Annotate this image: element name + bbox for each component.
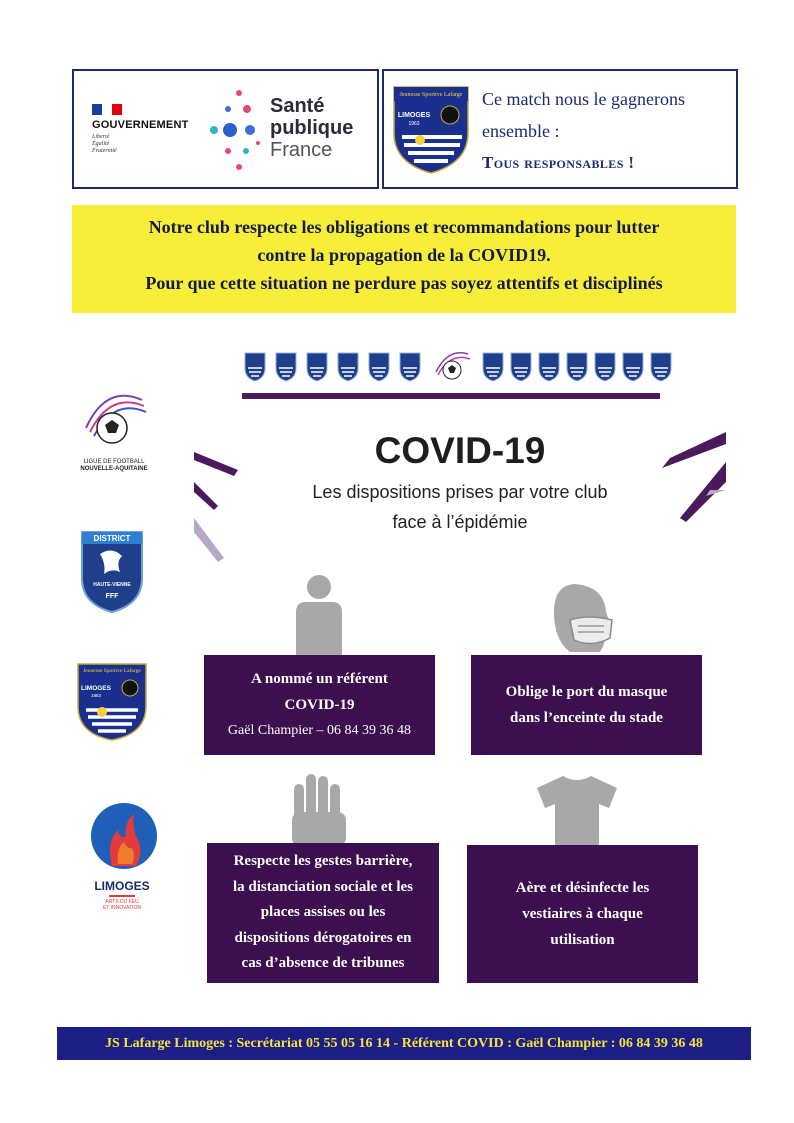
poster-club-badge (650, 352, 672, 382)
poster-club-badge (594, 352, 616, 382)
flame-icon (76, 800, 168, 872)
poster-club-badge (368, 352, 390, 382)
mask-icon (548, 582, 618, 654)
poster-club-badge (399, 352, 421, 382)
club-message-box (382, 69, 738, 189)
banner-line3: Pour que cette situation ne perdure pas soyez attentifs et disciplinés (145, 273, 663, 293)
contact-footer: JS Lafarge Limoges : Secrétariat 05 55 05 16 14 - Référent COVID : Gaël Champier : 06 84 39 36 48 (57, 1027, 751, 1060)
person-icon (292, 574, 346, 658)
covid-subtitle-line2: face à l’épidémie (392, 512, 528, 532)
svg-text:Jeunesse Sportive Lafarge: Jeunesse Sportive Lafarge (399, 92, 463, 98)
svg-text:HAUTE-VIENNE: HAUTE-VIENNE (93, 582, 131, 588)
club-badges-row (240, 346, 660, 386)
club-message-slogan: Tous responsables ! (482, 153, 635, 172)
soccer-ball-icon (76, 388, 152, 454)
limoges-city-logo: LIMOGES ARTS DU FEU ET INNOVATION (76, 800, 168, 911)
government-logo-box (72, 69, 379, 189)
government-motto: Liberté Égalité Fraternité (92, 134, 117, 154)
banner-line2: contre la propagation de la COVID19. (257, 245, 551, 265)
covid-subtitle-line1: Les dispositions prises par votre club (312, 482, 608, 502)
poster-club-badge (244, 352, 266, 382)
covid-poster (194, 322, 726, 580)
svg-text:LIMOGES: LIMOGES (81, 685, 111, 692)
poster-divider (242, 393, 660, 399)
poster-league-logo (432, 346, 472, 386)
referent-contact: Gaël Champier – 06 84 39 36 48 (227, 723, 412, 738)
tshirt-icon (535, 774, 619, 846)
club-message-line2: ensemble : (482, 121, 560, 141)
svg-text:Jeunesse Sportive Lafarge: Jeunesse Sportive Lafarge (83, 668, 141, 674)
card-barrier-gestures: Respecte les gestes barrière, la distanciation sociale et les places assises ou les dispositions dérogatoires en cas d’absence de tribunes (207, 843, 439, 983)
district-haute-vienne-logo (76, 528, 148, 616)
covid-commitment-banner (72, 205, 736, 313)
french-flag-icon (92, 104, 122, 115)
poster-club-badge (337, 352, 359, 382)
poster-club-badge (275, 352, 297, 382)
league-nouvelle-aquitaine-logo: LIGUE DE FOOTBALL NOUVELLE-AQUITAINE (76, 388, 152, 480)
sante-publique-dots-icon (206, 85, 266, 177)
poster-club-badge (622, 352, 644, 382)
svg-text:FFF: FFF (105, 593, 119, 600)
poster-club-badge (510, 352, 532, 382)
poster-club-badge (538, 352, 560, 382)
covid-title: COVID-19 (374, 430, 546, 471)
government-label: GOUVERNEMENT (92, 119, 189, 131)
sante-publique-france-logo: Santé publique France (270, 95, 354, 161)
club-js-lafarge-badge (76, 662, 148, 742)
card-referent: A nommé un référent COVID-19 Gaël Champier – 06 84 39 36 48 (204, 655, 435, 755)
poster-club-badge (306, 352, 328, 382)
banner-line1: Notre club respecte les obligations et recommandations pour lutter (148, 217, 660, 237)
svg-text:DISTRICT: DISTRICT (93, 534, 131, 543)
club-badge-icon (392, 85, 470, 175)
svg-text:LIMOGES: LIMOGES (397, 112, 431, 119)
hand-icon (288, 772, 350, 846)
svg-text:1963: 1963 (90, 693, 102, 698)
card-locker-rooms: Aère et désinfecte les vestiaires à chaque utilisation (467, 845, 698, 983)
club-message-line1: Ce match nous le gagnerons (482, 89, 685, 109)
poster-club-badge (482, 352, 504, 382)
poster-club-badge (566, 352, 588, 382)
card-mask: Oblige le port du masque dans l’enceinte du stade (471, 655, 702, 755)
svg-text:1963: 1963 (408, 121, 420, 127)
